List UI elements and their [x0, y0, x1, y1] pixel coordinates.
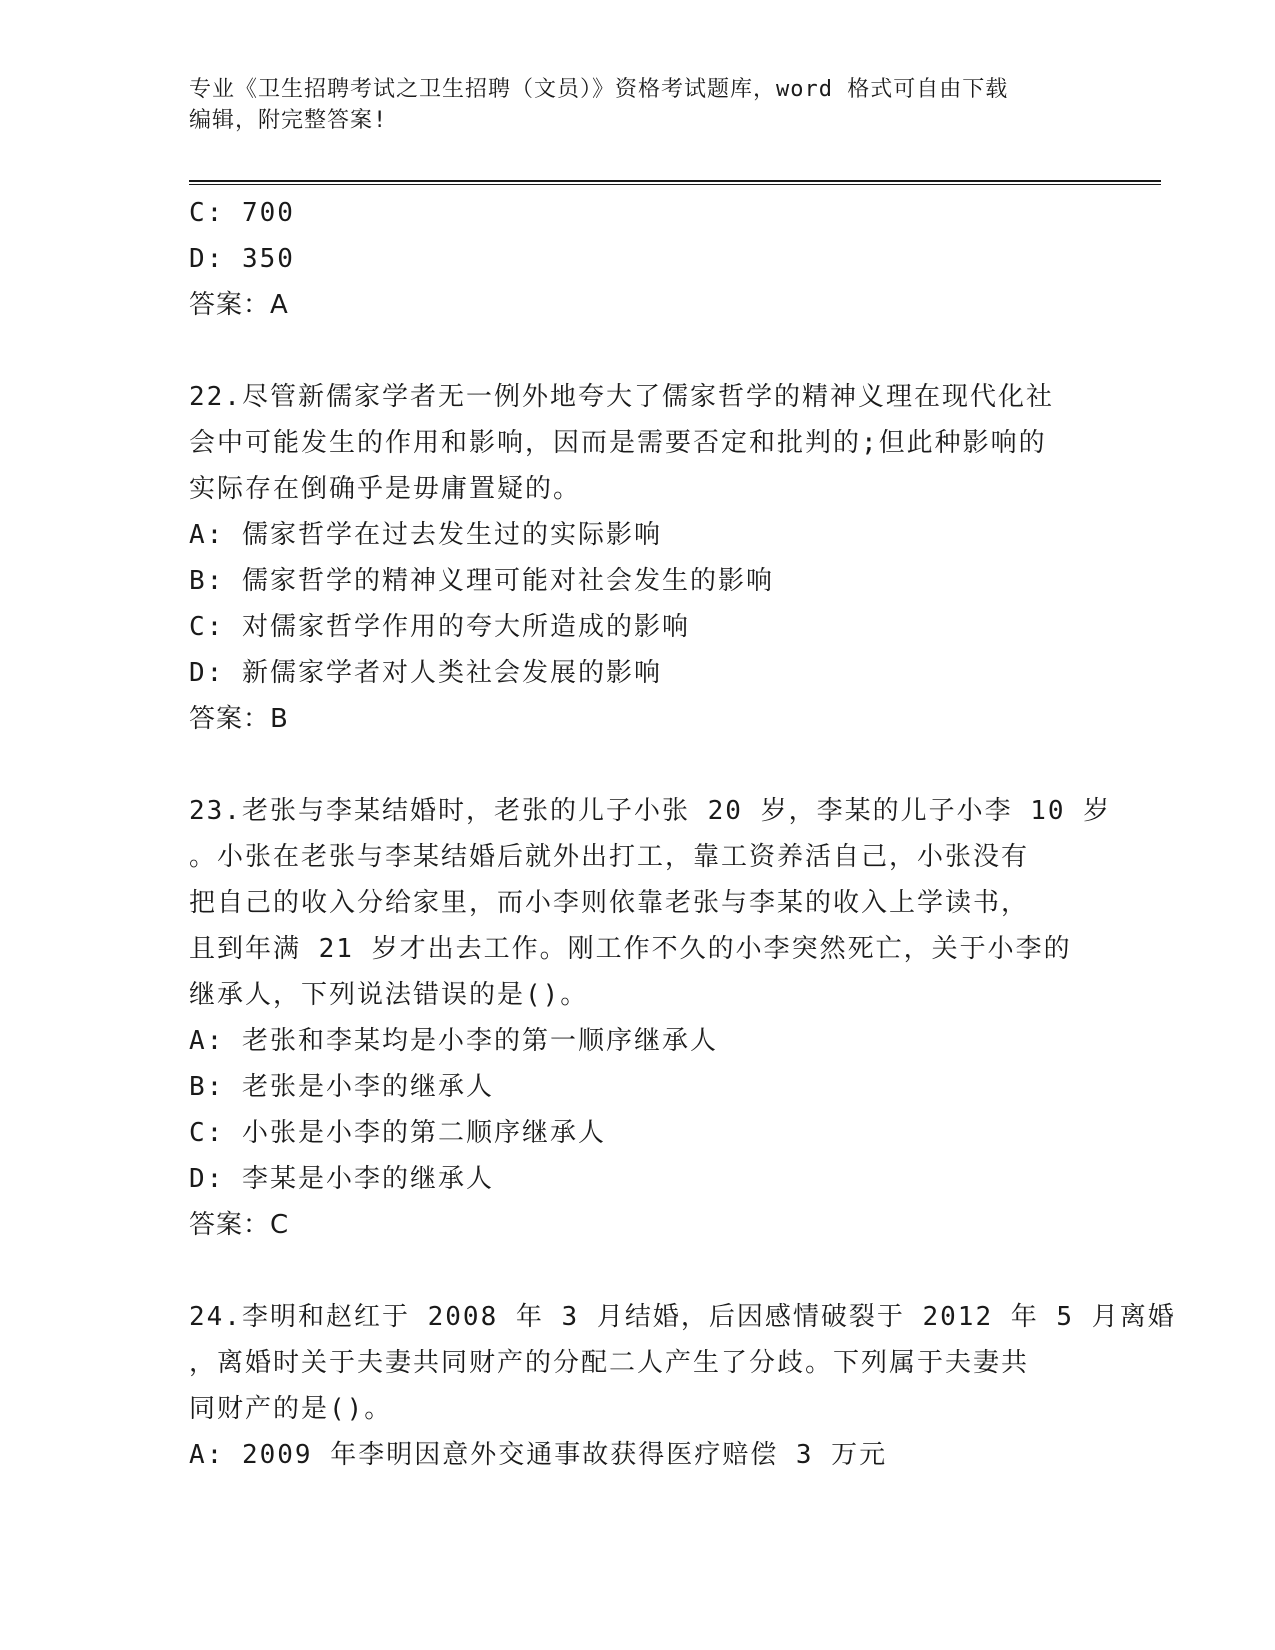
option-c: C: 小张是小李的第二顺序继承人	[189, 1118, 606, 1148]
question-text-line: 23.老张与李某结婚时，老张的儿子小张 20 岁，李某的儿子小李 10 岁	[189, 796, 1112, 826]
question-text-line: 24.李明和赵红于 2008 年 3 月结婚，后因感情破裂于 2012 年 5 月离婚	[189, 1302, 1176, 1332]
header-rule-thin	[189, 184, 1161, 185]
question-23	[189, 788, 1112, 1248]
question-24	[189, 1294, 1176, 1478]
option-d: D: 350	[189, 244, 295, 274]
question-text-line: 继承人，下列说法错误的是()。	[189, 980, 589, 1010]
document-header	[189, 74, 1089, 136]
question-text-line: 22.尽管新儒家学者无一例外地夸大了儒家哲学的精神义理在现代化社	[189, 382, 1054, 412]
option-d: D: 新儒家学者对人类社会发展的影响	[189, 658, 662, 688]
option-b: B: 老张是小李的继承人	[189, 1072, 494, 1102]
document-body	[189, 190, 1176, 1478]
header-line-2: 编辑，附完整答案!	[189, 108, 388, 133]
question-text-line: 把自己的收入分给家里，而小李则依靠老张与李某的收入上学读书，	[189, 888, 1030, 918]
option-a: A: 老张和李某均是小李的第一顺序继承人	[189, 1026, 718, 1056]
option-b: B: 儒家哲学的精神义理可能对社会发生的影响	[189, 566, 774, 596]
answer: 答案：B	[189, 704, 289, 734]
answer: 答案：C	[189, 1210, 290, 1240]
question-22	[189, 374, 1089, 742]
question-text-line: ，离婚时关于夫妻共同财产的分配二人产生了分歧。下列属于夫妻共	[189, 1348, 1030, 1378]
question-text-line: 同财产的是()。	[189, 1394, 393, 1424]
option-d: D: 李某是小李的继承人	[189, 1164, 494, 1194]
question-text-line: 。小张在老张与李某结婚后就外出打工，靠工资养活自己，小张没有	[189, 842, 1030, 872]
answer: 答案：A	[189, 290, 289, 320]
option-c: C: 对儒家哲学作用的夸大所造成的影响	[189, 612, 690, 642]
question-text-line: 会中可能发生的作用和影响，因而是需要否定和批判的;但此种影响的	[189, 428, 1047, 458]
option-c: C: 700	[189, 198, 295, 228]
option-a: A: 儒家哲学在过去发生过的实际影响	[189, 520, 662, 550]
header-rule-thick	[189, 180, 1161, 182]
prev-question	[189, 190, 1089, 328]
question-text-line: 且到年满 21 岁才出去工作。刚工作不久的小李突然死亡，关于小李的	[189, 934, 1072, 964]
question-text-line: 实际存在倒确乎是毋庸置疑的。	[189, 474, 582, 504]
option-a: A: 2009 年李明因意外交通事故获得医疗赔偿 3 万元	[189, 1440, 888, 1470]
header-line-1: 专业《卫生招聘考试之卫生招聘（文员）》资格考试题库，word 格式可自由下载	[189, 77, 1009, 102]
